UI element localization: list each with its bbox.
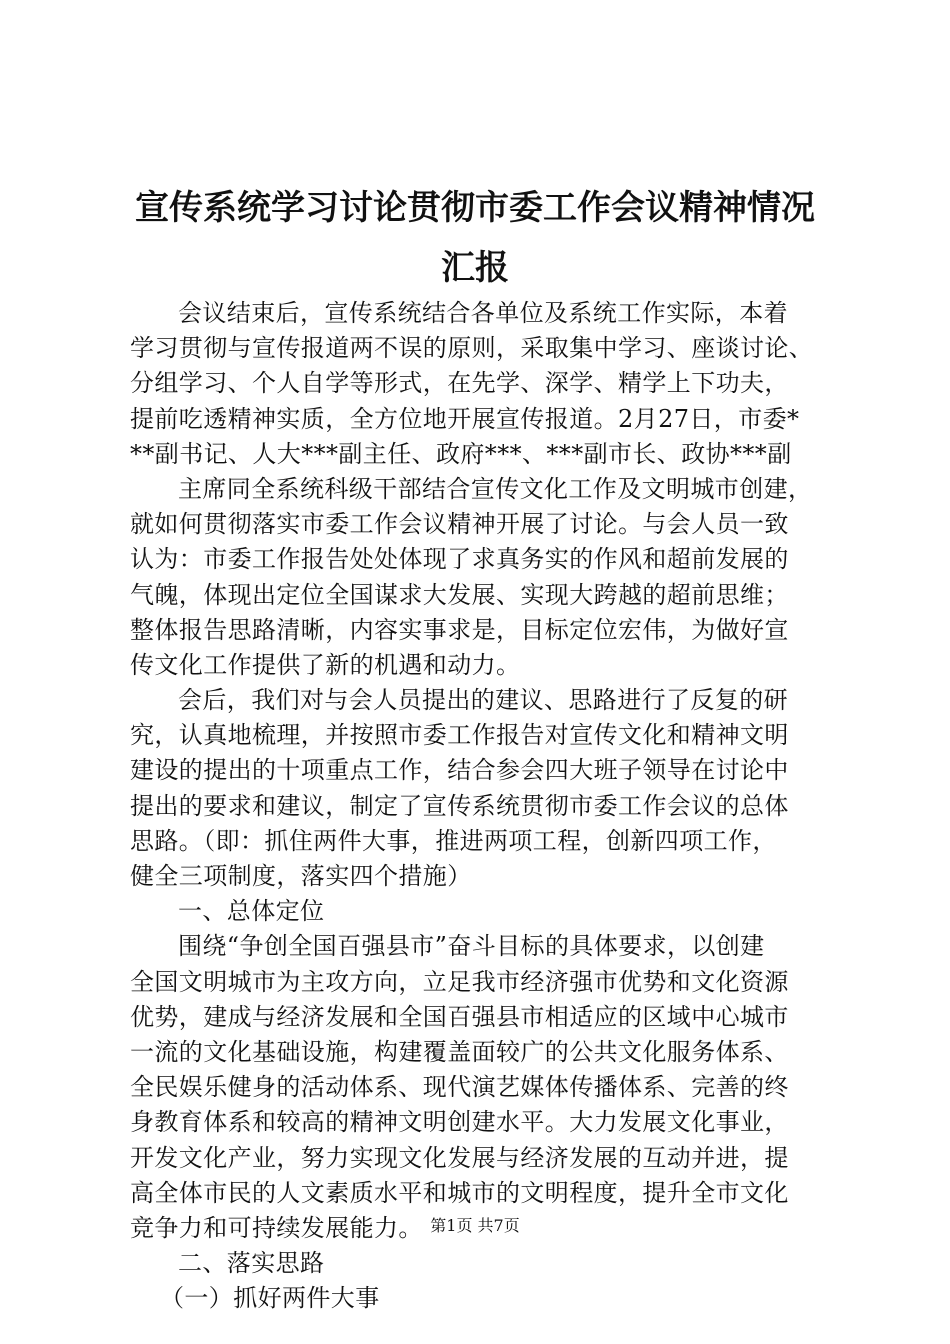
paragraph-line: 会议结束后，宣传系统结合各单位及系统工作实际，本着 [178,299,788,327]
paragraph-line: 分组学习、个人自学等形式，在先学、深学、精学上下功夫， [130,369,789,398]
paragraph-line: 主席同全系统科级干部结合宣传文化工作及文明城市创建， [178,474,813,503]
document-title-line-2: 汇报 [441,248,509,288]
paragraph-line: 开发文化产业，努力实现文化发展与经济发展的互动并进，提 [130,1143,789,1172]
paragraph-line: 健全三项制度，落实四个措施） [130,862,472,890]
paragraph-line: 高全体市民的人文素质水平和城市的文明程度，提升全市文化 [130,1178,789,1207]
subsection-heading: （一）抓好两件大事 [160,1284,380,1313]
paragraph-line: 气魄，体现出定位全国谋求大发展、实现大跨越的超前思维； [130,580,789,609]
paragraph-line: 会后，我们对与会人员提出的建议、思路进行了反复的研 [178,686,788,715]
document-title-line-1: 宣传系统学习讨论贯彻市委工作会议精神情况 [135,188,815,228]
paragraph-line: 建设的提出的十项重点工作，结合参会四大班子领导在讨论中 [130,756,789,785]
paragraph-line: 究，认真地梳理，并按照市委工作报告对宣传文化和精神文明 [130,721,789,750]
paragraph-line: 传文化工作提供了新的机遇和动力。 [130,650,521,679]
paragraph-line: 就如何贯彻落实市委工作会议精神开展了讨论。与会人员一致 [130,510,789,539]
paragraph-line: 提出的要求和建议，制定了宣传系统贯彻市委工作会议的总体 [130,791,789,820]
paragraph-line: 身教育体系和较高的精神文明创建水平。大力发展文化事业， [130,1108,789,1137]
paragraph-line: 竞争力和可持续发展能力。 [130,1213,423,1242]
paragraph-line: 提前吃透精神实质，全方位地开展宣传报道。2月27日，市委* [130,404,800,433]
document-body [130,296,830,1316]
paragraph-line: 优势，建成与经济发展和全国百强县市相适应的区域中心城市 [130,1002,789,1031]
section-heading: 一、总体定位 [178,897,325,926]
paragraph-line: 全国文明城市为主攻方向，立足我市经济强市优势和文化资源 [130,967,789,996]
page-footer: 第1页 共7页 [430,1216,520,1235]
paragraph-line: 思路。（即：抓住两件大事，推进两项工程，创新四项工作， [130,826,777,855]
paragraph-line: 围绕“争创全国百强县市”奋斗目标的具体要求，以创建 [178,932,765,961]
paragraph-line: 全民娱乐健身的活动体系、现代演艺媒体传播体系、完善的终 [130,1073,789,1102]
paragraph-line: **副书记、人大***副主任、政府***、***副市长、政协***副 [130,439,792,468]
paragraph-line: 一流的文化基础设施，构建覆盖面较广的公共文化服务体系、 [130,1037,789,1066]
section-heading: 二、落实思路 [178,1249,325,1278]
paragraph-line: 整体报告思路清晰，内容实事求是，目标定位宏伟，为做好宣 [130,615,789,644]
paragraph-line: 学习贯彻与宣传报道两不误的原则，采取集中学习、座谈讨论、 [130,334,814,363]
paragraph-line: 认为：市委工作报告处处体现了求真务实的作风和超前发展的 [130,545,789,574]
